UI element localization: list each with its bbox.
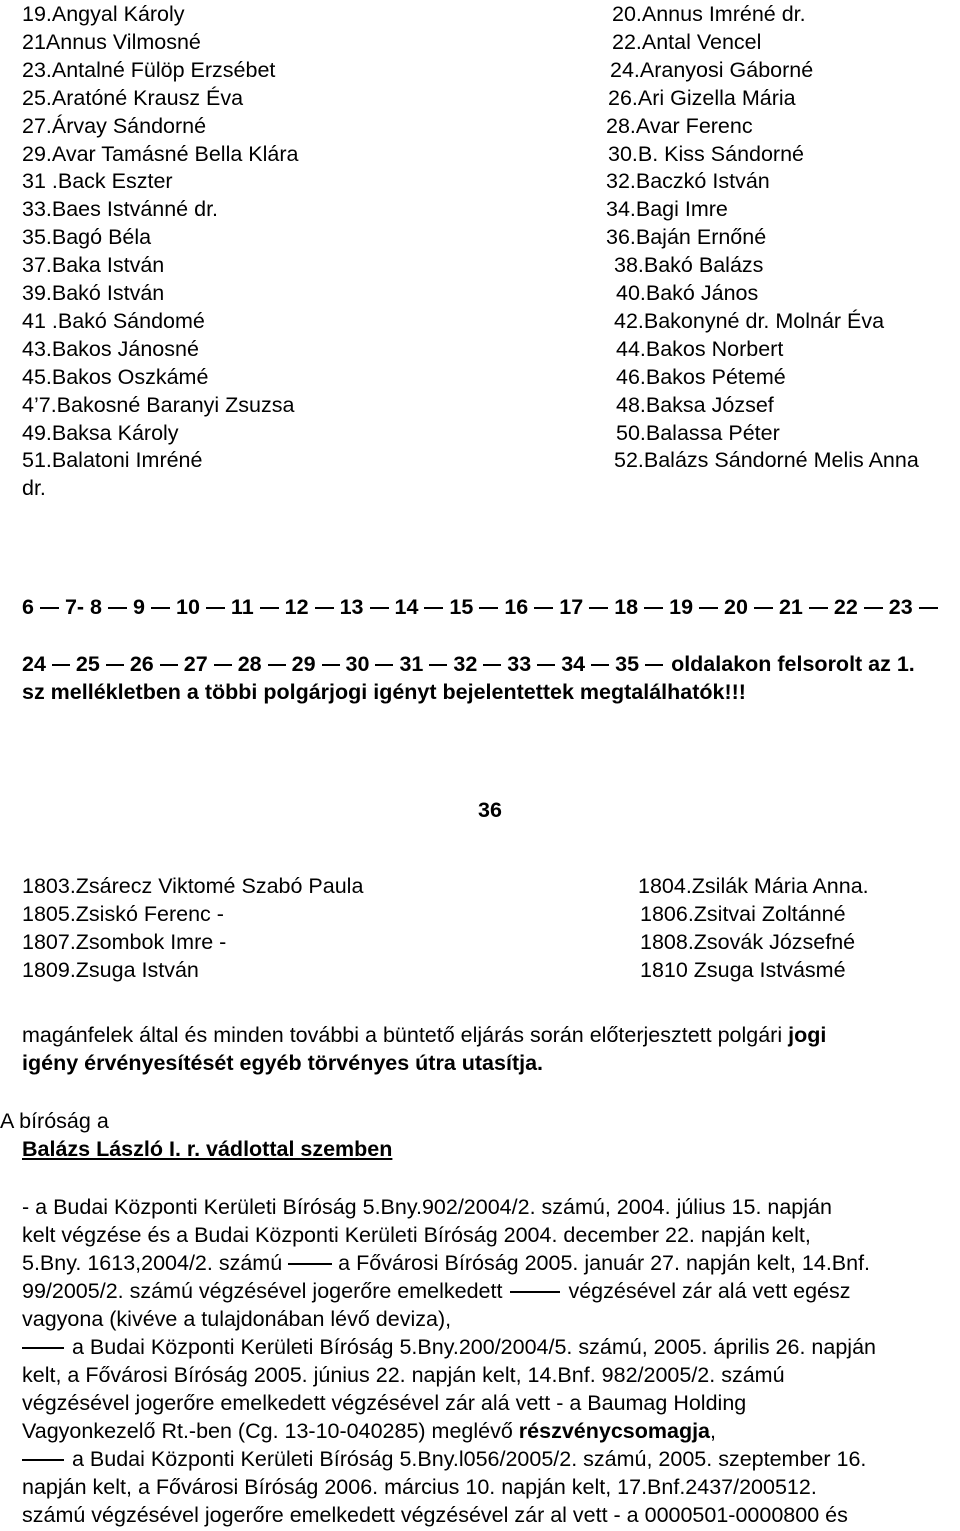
dash <box>151 607 170 609</box>
name-entry: 21Annus Vilmosné <box>22 29 201 54</box>
name-entry: 23.Antalné Fülöp Erzsébet <box>22 57 276 82</box>
para2-line-3-a: 5.Bny. 1613,2004/2. számú <box>22 1251 283 1275</box>
page-ref: 21 <box>778 595 803 619</box>
dash <box>108 607 127 609</box>
dash <box>479 607 498 609</box>
dash <box>375 664 393 666</box>
name-entry: 24.Aranyosi Gáborné <box>610 57 814 82</box>
page-ref: 17 <box>559 595 584 619</box>
name-entry: 45.Bakos Oszkámé <box>22 364 209 389</box>
para2-line-4-b: végzésével zár alá vett egész <box>568 1279 851 1303</box>
page-ref: 27 <box>183 652 208 676</box>
dash <box>534 607 553 609</box>
name-entry: 40.Bakó János <box>616 281 759 305</box>
page-ref: 33 <box>507 652 532 676</box>
dash <box>864 607 883 609</box>
name-entry: 1804.Zsilák Mária Anna. <box>638 874 869 898</box>
name-entry: 20.Annus Imréné dr. <box>612 2 806 26</box>
dash <box>214 664 232 666</box>
name-entry: 38.Bakó Balázs <box>614 253 764 278</box>
name-entry: 1807.Zsombok Imre - <box>22 930 227 954</box>
name-entry: 36.Baján Ernőné <box>606 225 767 250</box>
dash <box>268 664 286 666</box>
para2-line-3 <box>22 1249 870 1277</box>
page-ref: 12 <box>284 595 309 619</box>
dash <box>40 607 59 609</box>
page-numbers-line-1 <box>22 593 944 621</box>
para2-line-6-text: a Budai Központi Kerületi Bíróság 5.Bny.200/2004/5. számú, 2005. április 26. napján <box>72 1335 876 1359</box>
name-entry: 31 .Back Eszter <box>22 169 173 194</box>
dash <box>919 607 938 609</box>
page-ref: 10 <box>176 595 200 619</box>
page-ref-tail: oldalakon felsorolt az 1. <box>671 652 915 676</box>
name-entry: 1805.Zsiskó Ferenc - <box>22 902 224 926</box>
para2-line-5: vagyona (kivéve a tulajdonában lévő deviza), <box>22 1307 452 1331</box>
dash <box>52 664 70 666</box>
dash <box>424 607 443 609</box>
name-entry: 33.Baes Istvánné dr. <box>22 197 219 222</box>
name-entry: 51.Balatoni Imréné <box>22 448 203 473</box>
name-entry: 29.Avar Tamásné Bella Klára <box>22 141 299 166</box>
page-ref: 24 <box>22 652 46 676</box>
page-ref: 25 <box>75 652 100 676</box>
paragraph-1-text: magánfelek által és minden további a büntető eljárás során előterjesztett polgári <box>22 1023 789 1047</box>
para2-line-4 <box>22 1277 851 1305</box>
para2-line-9-a: Vagyonkezelő Rt.-ben (Cg. 13-10-040285) meglévő <box>22 1419 519 1443</box>
page-ref: 30 <box>345 652 370 676</box>
em-dash <box>22 1347 64 1349</box>
paragraph-1-line-1 <box>22 1021 826 1049</box>
para2-line-10 <box>22 1445 866 1473</box>
page-ref: 18 <box>614 595 639 619</box>
para2-line-10-text: a Budai Központi Kerületi Bíróság 5.Bny.l056/2005/2. számú, 2005. szeptember 16. <box>72 1447 867 1471</box>
name-entry: 27.Árvay Sándorné <box>22 113 207 138</box>
name-entry: 50.Balassa Péter <box>616 420 780 445</box>
page-ref: 28 <box>237 652 262 676</box>
em-dash <box>288 1263 332 1265</box>
page-number: 36 <box>478 798 502 822</box>
name-entry: 19.Angyal Károly <box>22 2 185 26</box>
para2-line-3-b: a Fővárosi Bíróság 2005. január 27. napján kelt, 14.Bnf. <box>338 1251 871 1275</box>
name-entry: 49.Baksa Károly <box>22 420 179 445</box>
court-heading: Balázs László I. r. vádlottal szemben <box>22 1137 393 1161</box>
page-ref: 32 <box>453 652 478 676</box>
dash <box>483 664 501 666</box>
page-ref: 14 <box>394 595 419 619</box>
para2-line-8: végzésével jogerőre emelkedett végzésével zár alá vett - a Baumag Holding <box>22 1391 747 1415</box>
name-entry: 37.Baka István <box>22 253 165 278</box>
name-entry: 43.Bakos Jánosné <box>22 336 199 361</box>
dash <box>370 607 389 609</box>
dash <box>206 607 225 609</box>
page-ref: 26 <box>129 652 154 676</box>
name-entry: 1810 Zsuga Istvásmé <box>640 958 846 982</box>
page-ref: 29 <box>291 652 316 676</box>
page-ref: 6 <box>22 595 34 619</box>
page-ref: 16 <box>504 595 529 619</box>
page-ref: 15 <box>449 595 474 619</box>
name-entry: 42.Bakonyné dr. Molnár Éva <box>614 308 885 333</box>
para2-line-9-bold: részvénycsomagja <box>518 1419 711 1443</box>
page-ref: 9 <box>133 595 145 619</box>
name-entry: 26.Ari Gizella Mária <box>608 85 796 110</box>
para2-line-6 <box>22 1333 876 1361</box>
name-entry: 41 .Bakó Sándomé <box>22 308 205 333</box>
paragraph-1-bold-word: jogi <box>788 1023 827 1047</box>
dash <box>591 664 609 666</box>
dash <box>160 664 178 666</box>
name-entry: 28.Avar Ferenc <box>606 113 753 138</box>
dash <box>315 607 334 609</box>
page-ref: 22 <box>833 595 858 619</box>
para2-line-2: kelt végzése és a Budai Központi Kerületi Bíróság 2004. december 22. napján kelt, <box>22 1223 811 1247</box>
dash <box>644 607 663 609</box>
name-entry: 39.Bakó István <box>22 281 165 305</box>
page-ref: 13 <box>339 595 364 619</box>
dash <box>429 664 447 666</box>
dash <box>589 607 608 609</box>
dash <box>260 607 279 609</box>
dash <box>754 607 773 609</box>
name-entry: 46.Bakos Pétemé <box>616 364 786 389</box>
para2-line-4-a: 99/2005/2. számú végzésével jogerőre emelkedett <box>22 1279 503 1303</box>
name-entry: 48.Baksa József <box>616 392 774 417</box>
page-numbers-line-3: sz mellékletben a többi polgárjogi igényt bejelentettek megtalálhatók!!! <box>22 680 746 704</box>
page-ref: 7- 8 <box>64 595 103 619</box>
name-entry: 1803.Zsárecz Viktomé Szabó Paula <box>22 874 364 898</box>
name-entry: 35.Bagó Béla <box>22 225 152 250</box>
page-ref: 35 <box>615 652 640 676</box>
court-label: A bíróság a <box>0 1109 109 1133</box>
para2-line-9-c: , <box>710 1419 716 1443</box>
page-ref: 11 <box>230 595 254 619</box>
dash <box>322 664 340 666</box>
name-entry: 1808.Zsovák Józsefné <box>640 930 856 954</box>
name-entry: 25.Aratóné Krausz Éva <box>22 85 244 110</box>
para2-line-7: kelt, a Fővárosi Bíróság 2005. június 22. napján kelt, 14.Bnf. 982/2005/2. számú <box>22 1363 785 1387</box>
para2-line-12: számú végzésével jogerőre emelkedett végzésével zár al vett - a 0000501-0000800 és <box>22 1503 848 1527</box>
name-entry: 1806.Zsitvai Zoltánné <box>640 902 846 926</box>
page-ref: 20 <box>724 595 748 619</box>
paragraph-1-line-2: igény érvényesítését egyéb törvényes útra utasítja. <box>22 1051 544 1075</box>
name-entry: 4’7.Bakosné Baranyi Zsuzsa <box>22 392 295 417</box>
name-entry: 22.Antal Vencel <box>612 29 762 54</box>
em-dash <box>22 1459 64 1461</box>
dash <box>699 607 718 609</box>
name-entry: 44.Bakos Norbert <box>616 336 784 361</box>
page-ref: 23 <box>888 595 913 619</box>
page-ref: 19 <box>669 595 694 619</box>
para2-line-11: napján kelt, a Fővárosi Bíróság 2006. március 10. napján kelt, 17.Bnf.2437/200512. <box>22 1475 817 1499</box>
name-entry: 1809.Zsuga István <box>22 958 199 982</box>
para2-line-9 <box>22 1417 716 1445</box>
page-ref: 34 <box>561 652 586 676</box>
para2-line-1: - a Budai Központi Kerületi Bíróság 5.Bny.902/2004/2. számú, 2004. július 15. napján <box>22 1195 832 1219</box>
name-entry: 32.Baczkó István <box>606 169 770 194</box>
page-numbers-line-2 <box>22 650 915 678</box>
page-ref: 31 <box>399 652 424 676</box>
dash <box>537 664 555 666</box>
dash <box>106 664 124 666</box>
em-dash <box>510 1291 560 1293</box>
name-entry: 30.B. Kiss Sándorné <box>608 141 805 166</box>
dash <box>809 607 828 609</box>
name-entry: 52.Balázs Sándorné Melis Anna <box>614 448 919 473</box>
name-entry: dr. <box>22 476 46 501</box>
name-entry: 34.Bagi Imre <box>606 197 728 222</box>
dash <box>645 664 663 666</box>
